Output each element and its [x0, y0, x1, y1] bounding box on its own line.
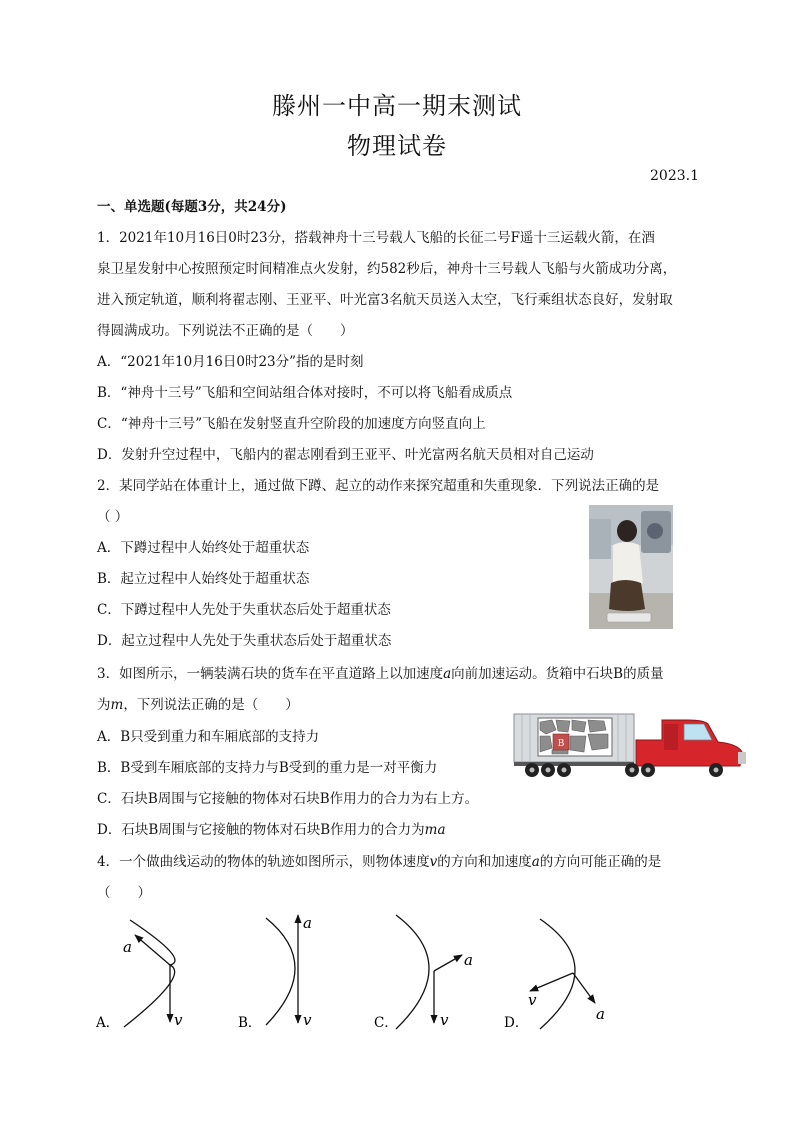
diagram-d	[504, 919, 605, 1031]
q1-stem-line: 得圆满成功。下列说法不正确的是（ ）	[97, 323, 354, 339]
svg-text:a: a	[303, 914, 312, 932]
svg-text:B．: B．	[238, 1015, 262, 1031]
q2-option-d: D．起立过程中人先处于失重状态后处于超重状态	[97, 633, 392, 649]
var-m: m	[110, 697, 124, 713]
q1-option-d: D．发射升空过程中，飞船内的翟志刚看到王亚平、叶光富两名航天员相对自己运动	[97, 447, 594, 463]
svg-text:C．: C．	[374, 1015, 398, 1031]
q3-stem-line-2: 为m，下列说法正确的是（ ）	[97, 697, 299, 713]
var-ma: ma	[424, 822, 446, 838]
q3-option-a: A．B只受到重力和车厢底部的支持力	[97, 729, 320, 745]
q4-stem-line-1: 4．一个做曲线运动的物体的轨迹如图所示，则物体速度v的方向和加速度a的方向可能正确的是	[97, 854, 662, 870]
q3-option-c: C．石块B周围与它接触的物体对石块B作用力的合力为右上方。	[97, 791, 479, 807]
squatting-person-photo	[589, 505, 673, 629]
q1-option-b: B．“神舟十三号”飞船和空间站组合体对接时，不可以将飞船看成质点	[97, 385, 513, 401]
subject-title: 物理试卷	[347, 132, 447, 160]
q3-option-d: D．石块B周围与它接触的物体对石块B作用力的合力为ma	[97, 822, 446, 838]
diagram-a	[95, 920, 183, 1031]
svg-text:A．: A．	[96, 1015, 120, 1031]
section-heading: 一、单选题(每题3分，共24分)	[97, 199, 287, 215]
q1-stem-line: 进入预定轨道，顺利将翟志刚、王亚平、叶光富3名航天员送入太空，飞行乘组状态良好，发射取	[97, 292, 673, 308]
trajectory-diagrams	[90, 905, 710, 1040]
var-a: a	[443, 666, 452, 682]
q2-option-a: A．下蹲过程中人始终处于超重状态	[97, 540, 310, 556]
q2-stem-line: （ ）	[97, 509, 129, 525]
rock-b-label: B	[557, 739, 565, 749]
diagram-b	[238, 914, 312, 1031]
svg-text:v: v	[174, 1011, 183, 1029]
svg-text:a: a	[596, 1005, 605, 1023]
q1-option-c: C．“神舟十三号”飞船在发射竖直升空阶段的加速度方向竖直向上	[97, 416, 486, 432]
svg-text:a: a	[123, 938, 132, 956]
q2-stem-line: 2．某同学站在体重计上，通过做下蹲、起立的动作来探究超重和失重现象．下列说法正确的是	[97, 478, 660, 494]
q3-option-b: B．B受到车厢底部的支持力与B受到的重力是一对平衡力	[97, 760, 438, 776]
q2-option-b: B．起立过程中人始终处于超重状态	[97, 571, 310, 587]
diagram-c	[374, 915, 473, 1031]
q1-stem-line: 泉卫星发射中心按照预定时间精准点火发射，约582秒后，神舟十三号载人飞船与火箭成功分离，	[97, 261, 677, 277]
q1-stem-line: 1．2021年10月16日0时23分，搭载神舟十三号载人飞船的长征二号F遥十三运载火箭，在酒	[97, 230, 655, 246]
svg-text:D．: D．	[504, 1015, 529, 1031]
q3-stem-line-1: 3．如图所示，一辆装满石块的货车在平直道路上以加速度a向前加速运动。货箱中石块B的质量	[97, 666, 664, 682]
truck-illustration	[512, 710, 752, 782]
q1-option-a: A．“2021年10月16日0时23分”指的是时刻	[97, 354, 364, 370]
q2-option-c: C．下蹲过程中人先处于失重状态后处于超重状态	[97, 602, 391, 618]
q4-stem-line-2: （ ）	[97, 885, 151, 901]
school-title: 滕州一中高一期末测试	[272, 92, 522, 120]
svg-text:v: v	[303, 1011, 312, 1029]
svg-text:v: v	[528, 991, 537, 1009]
svg-text:v: v	[440, 1011, 449, 1029]
svg-text:a: a	[464, 951, 473, 969]
exam-date: 2023.1	[650, 168, 699, 184]
